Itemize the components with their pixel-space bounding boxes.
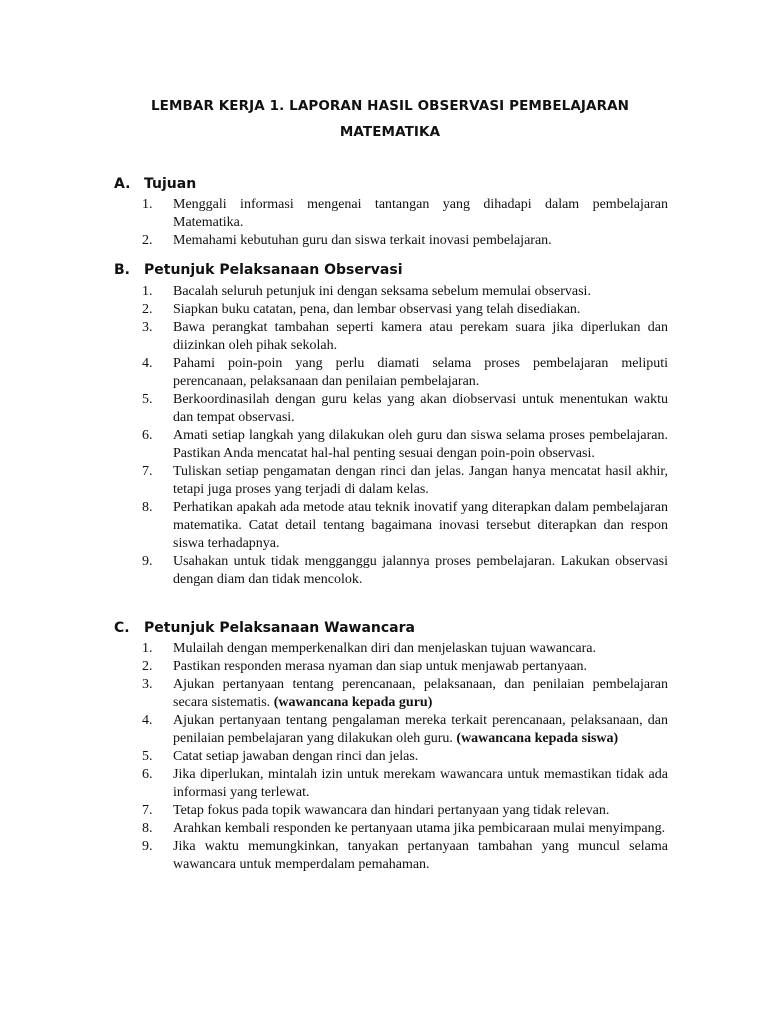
item-text: Bacalah seluruh petunjuk ini dengan seksama sebelum memulai observasi. <box>173 284 591 299</box>
item-text: Perhatikan apakah ada metode atau teknik inovatif yang diterapkan dalam pembelajaran matematika. Catat detail tentang bagaimana inovasi tersebut diterapkan dan respon siswa terhadapnya. <box>173 500 668 551</box>
item-text-with-note <box>173 677 668 710</box>
item-number: 8. <box>142 821 153 836</box>
section-a-heading <box>114 175 196 193</box>
item-number: 4. <box>142 356 153 371</box>
list-item <box>142 712 668 748</box>
item-text: Bawa perangkat tambahan seperti kamera atau perekam suara jika diperlukan dan diizinkan oleh pihak sekolah. <box>173 320 668 353</box>
list-item <box>142 301 668 319</box>
list-item <box>142 838 668 874</box>
section-b-heading <box>114 261 403 279</box>
item-text: Ajukan pertanyaan tentang pengalaman mereka terkait perencanaan, pelaksanaan, dan penilaian pembelajaran yang dilakukan oleh guru. <box>173 713 668 746</box>
item-number: 2. <box>142 302 153 317</box>
section-a-list <box>142 196 668 250</box>
list-item <box>142 391 668 427</box>
item-text: Amati setiap langkah yang dilakukan oleh guru dan siswa selama proses pembelajaran. Pastikan Anda mencatat hal-hal penting sesuai dengan poin-poin observasi. <box>173 428 668 461</box>
item-text: Usahakan untuk tidak mengganggu jalannya proses pembelajaran. Lakukan observasi dengan diam dan tidak mencolok. <box>173 554 668 587</box>
section-c-heading <box>114 619 415 637</box>
list-item <box>142 283 668 301</box>
item-number: 9. <box>142 839 153 854</box>
item-number: 1. <box>142 197 153 212</box>
list-item <box>142 640 668 658</box>
item-number: 2. <box>142 233 153 248</box>
item-text: Pahami poin-poin yang perlu diamati selama proses pembelajaran meliputi perencanaan, pelaksanaan dan penilaian pembelajaran. <box>173 356 668 389</box>
document-title-line-2: MATEMATIKA <box>339 124 441 140</box>
section-b-letter: B. <box>114 262 130 278</box>
item-number: 9. <box>142 554 153 569</box>
list-item <box>142 748 668 766</box>
item-text: Tuliskan setiap pengamatan dengan rinci dan jelas. Jangan hanya mencatat hasil akhir, tetapi juga proses yang terjadi di dalam kelas. <box>173 464 668 497</box>
section-b-list <box>142 283 668 589</box>
list-item <box>142 766 668 802</box>
item-text: Pastikan responden merasa nyaman dan siap untuk menjawab pertanyaan. <box>173 659 588 674</box>
item-text: Arahkan kembali responden ke pertanyaan utama jika pembicaraan mulai menyimpang. <box>173 821 666 836</box>
item-text: Menggali informasi mengenai tantangan yang dihadapi dalam pembelajaran Matematika. <box>173 197 668 230</box>
item-number: 7. <box>142 803 153 818</box>
item-number: 5. <box>142 392 153 407</box>
item-text: Berkoordinasilah dengan guru kelas yang akan diobservasi untuk menentukan waktu dan tempat observasi. <box>173 392 668 425</box>
list-item <box>142 427 668 463</box>
list-item <box>142 355 668 391</box>
list-item <box>142 463 668 499</box>
list-item <box>142 802 668 820</box>
item-text: Memahami kebutuhan guru dan siswa terkait inovasi pembelajaran. <box>173 233 552 248</box>
list-item <box>142 676 668 712</box>
list-item <box>142 499 668 553</box>
list-item <box>142 658 668 676</box>
item-number: 5. <box>142 749 153 764</box>
item-text: Jika diperlukan, mintalah izin untuk merekam wawancara untuk memastikan tidak ada informasi yang terlewat. <box>173 767 668 800</box>
item-text: Mulailah dengan memperkenalkan diri dan menjelaskan tujuan wawancara. <box>173 641 596 656</box>
item-note-bold: (wawancana kepada siswa) <box>456 731 619 746</box>
item-text: Tetap fokus pada topik wawancara dan hindari pertanyaan yang tidak relevan. <box>173 803 610 818</box>
item-number: 1. <box>142 641 153 656</box>
item-number: 4. <box>142 713 153 728</box>
list-item <box>142 319 668 355</box>
item-text: Jika waktu memungkinkan, tanyakan pertanyaan tambahan yang muncul selama wawancara untuk memperdalam pemahaman. <box>173 839 668 872</box>
item-number: 3. <box>142 677 153 692</box>
item-text-with-note <box>173 713 668 746</box>
section-b-title: Petunjuk Pelaksanaan Observasi <box>144 262 403 278</box>
item-number: 6. <box>142 767 153 782</box>
section-c-letter: C. <box>114 620 130 636</box>
item-text: Siapkan buku catatan, pena, dan lembar observasi yang telah disediakan. <box>173 302 581 317</box>
item-number: 8. <box>142 500 153 515</box>
item-number: 1. <box>142 284 153 299</box>
section-a-title: Tujuan <box>144 176 197 192</box>
item-note-bold: (wawancana kepada guru) <box>273 695 433 710</box>
section-c-title: Petunjuk Pelaksanaan Wawancara <box>144 620 415 636</box>
section-c-list <box>142 640 668 874</box>
item-number: 2. <box>142 659 153 674</box>
item-text: Ajukan pertanyaan tentang perencanaan, pelaksanaan, dan penilaian pembelajaran secara sistematis. <box>173 677 668 710</box>
item-text: Catat setiap jawaban dengan rinci dan jelas. <box>173 749 419 764</box>
document-title-line-1: LEMBAR KERJA 1. LAPORAN HASIL OBSERVASI PEMBELAJARAN <box>150 98 630 114</box>
item-number: 7. <box>142 464 153 479</box>
item-number: 3. <box>142 320 153 335</box>
item-number: 6. <box>142 428 153 443</box>
list-item <box>142 196 668 232</box>
list-item <box>142 553 668 589</box>
section-a-letter: A. <box>114 176 131 192</box>
list-item <box>142 232 668 250</box>
list-item <box>142 820 668 838</box>
